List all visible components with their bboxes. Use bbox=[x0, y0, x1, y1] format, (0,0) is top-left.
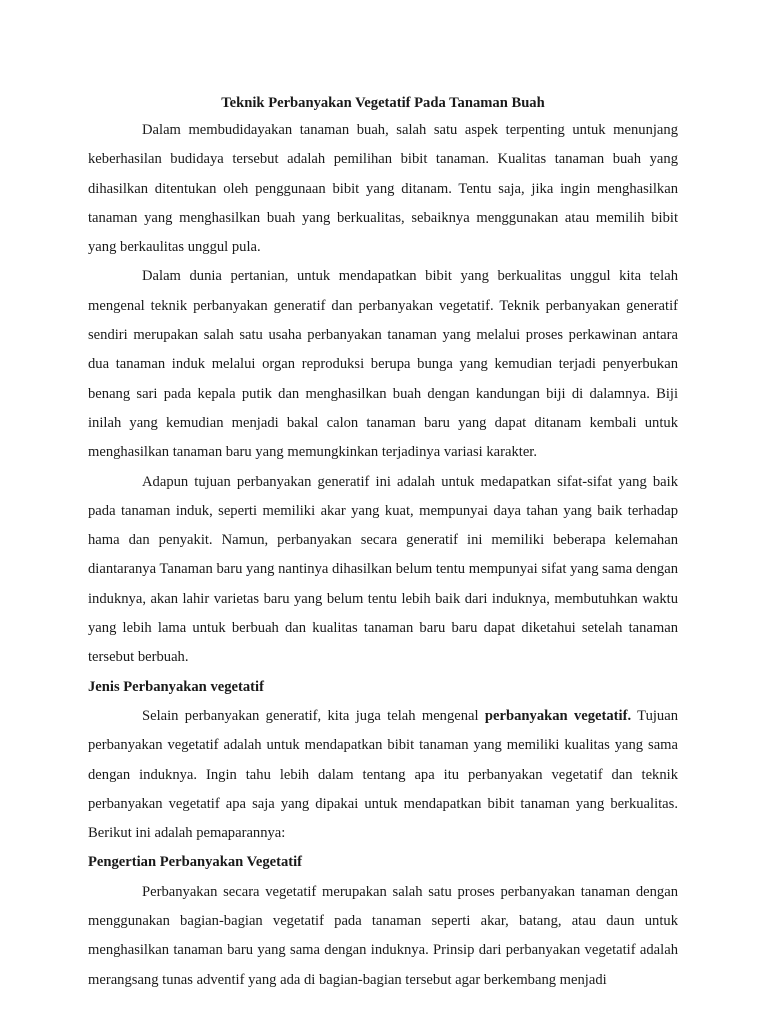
paragraph-5: Perbanyakan secara vegetatif merupakan salah satu proses perbanyakan tanaman dengan menggunakan bagian-bagian vegetatif pada tanaman seperti akar, batang, atau daun untuk menghasilkan tanaman baru yang sama dengan induknya. Prinsip dari perbanyakan vegetatif adalah merangsang tunas adventif yang ada di bagian-bagian tersebut agar berkembang menjadi bbox=[88, 883, 678, 988]
paragraph-1: Dalam membudidayakan tanaman buah, salah satu aspek terpenting untuk menunjang keberhasilan budidaya tersebut adalah pemilihan bibit tanaman. Kualitas tanaman buah yang dihasilkan ditentukan oleh penggunaan bibit yang ditanam. Tentu saja, jika ingin menghasilkan tanaman yang menghasilkan buah yang berkualitas, sebaiknya menggunakan atau memilih bibit yang berkaulitas unggul pula. bbox=[88, 122, 678, 256]
paragraph-4-start: Selain perbanyakan generatif, kita juga telah mengenal bbox=[142, 707, 485, 724]
document-title: Teknik Perbanyakan Vegetatif Pada Tanaman Buah bbox=[221, 95, 545, 111]
section-heading-jenis: Jenis Perbanyakan vegetatif bbox=[88, 678, 264, 695]
paragraph-4 bbox=[88, 702, 678, 848]
paragraph-4-bold-term: perbanyakan vegetatif. bbox=[484, 707, 632, 724]
section-heading-pengertian: Pengertian Perbanyakan Vegetatif bbox=[88, 854, 303, 871]
paragraph-4-end: Tujuan perbanyakan vegetatif adalah untuk mendapatkan bibit tanaman yang memiliki kualitas yang sama dengan induknya. Ingin tahu lebih dalam tentang apa itu perbanyakan vegetatif dan teknik perbanyakan vegetatif apa saja yang dipakai untuk mendapatkan bibit tanaman yang berkualitas. Berikut ini adalah pemaparannya: bbox=[88, 707, 678, 842]
document-body bbox=[88, 91, 678, 995]
paragraph-3: Adapun tujuan perbanyakan generatif ini adalah untuk medapatkan sifat-sifat yang baik pada tanaman induk, seperti memiliki akar yang kuat, mempunyai daya tahan yang baik terhadap hama dan penyakit. Namun, perbanyakan secara generatif ini memiliki beberapa kelemahan diantaranya Tanaman baru yang nantinya dihasilkan belum tentu mempunyai sifat yang sama dengan induknya, akan lahir varietas baru yang belum tentu lebih baik dari induknya, membutuhkan waktu yang lebih lama untuk berbuah dan kualitas tanaman baru baru dapat diketahui setelah tanaman tersebut berbuah. bbox=[88, 473, 678, 666]
paragraph-2: Dalam dunia pertanian, untuk mendapatkan bibit yang berkualitas unggul kita telah mengenal teknik perbanyakan generatif dan perbanyakan vegetatif. Teknik perbanyakan generatif sendiri merupakan salah satu usaha perbanyakan tanaman yang melalui proses perkawinan antara dua tanaman induk melalui organ reproduksi berupa bunga yang kemudian terjadi penyerbukan benang sari pada kepala putik dan menghasilkan buah dengan kandungan biji di dalamnya. Biji inilah yang kemudian menjadi bakal calon tanaman baru yang dapat ditanam kembali untuk menghasilkan tanaman baru yang memungkinkan terjadinya variasi karakter. bbox=[88, 268, 678, 461]
